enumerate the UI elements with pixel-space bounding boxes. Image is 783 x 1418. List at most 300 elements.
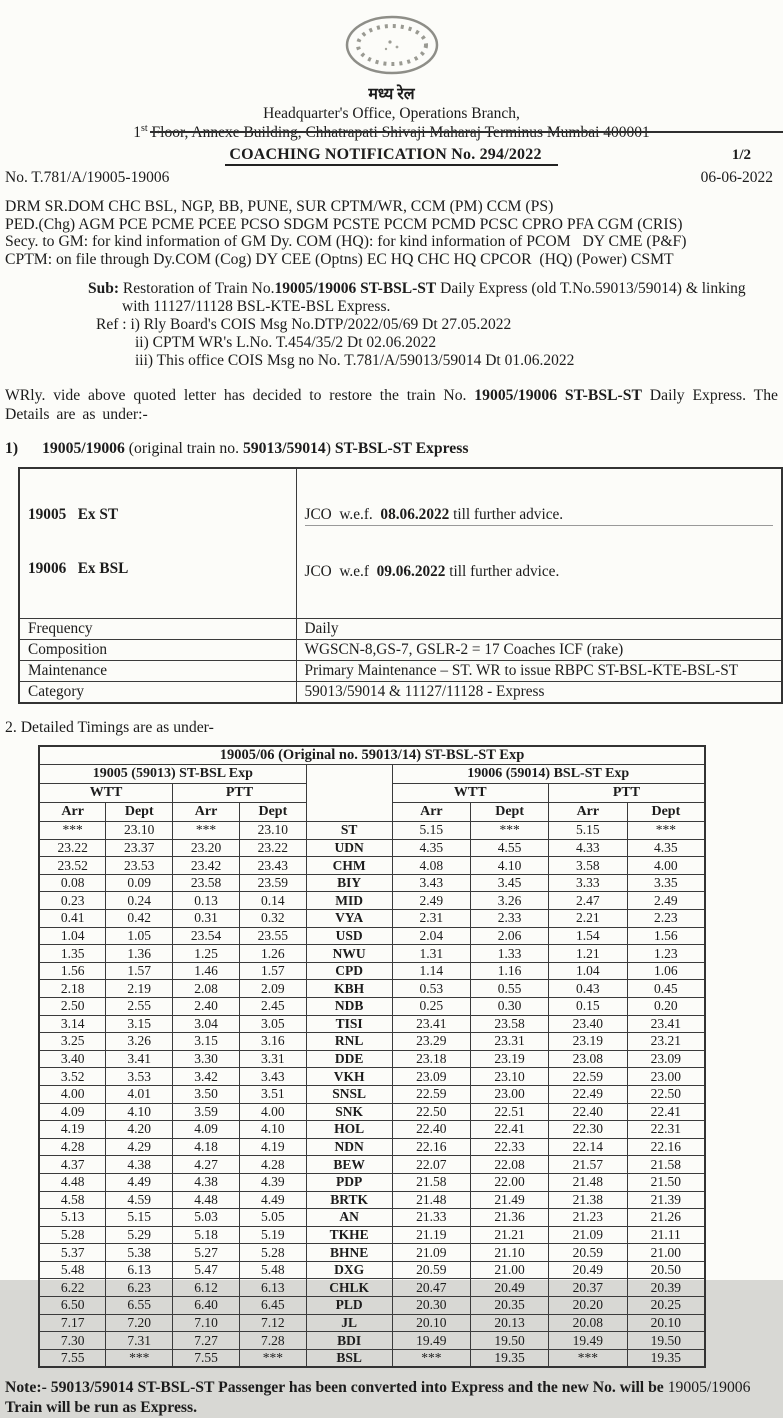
right-train-group: 19006 (59014) BSL-ST Exp	[392, 765, 705, 784]
time-cell: 1.25	[173, 945, 240, 963]
time-cell: 23.37	[106, 839, 173, 857]
time-cell: 0.55	[471, 980, 549, 998]
item-train-number: 19005/19006	[42, 439, 125, 457]
station-code-cell: DDE	[306, 1050, 392, 1068]
timetable-row	[39, 1297, 705, 1315]
paragraph-text: WRly. vide above quoted letter has decided to restore the train No.	[5, 386, 475, 404]
jco-date-2: 09.06.2022	[376, 562, 446, 580]
subject-label: Sub:	[88, 279, 120, 297]
time-cell: 23.42	[173, 857, 240, 875]
time-cell: 2.47	[548, 892, 627, 910]
ptt-header: PTT	[548, 784, 705, 803]
timetable-row	[39, 1244, 705, 1262]
paragraph-train-number: 19005/19006 ST-BSL-ST	[474, 386, 642, 404]
item-original-number: 59013/59014	[242, 439, 326, 457]
time-cell: 23.22	[39, 839, 106, 857]
station-code-cell: HOL	[306, 1121, 392, 1139]
time-cell: 7.55	[173, 1349, 240, 1367]
time-cell: 0.20	[627, 997, 705, 1015]
time-cell: 5.48	[239, 1261, 306, 1279]
station-code-cell: VKH	[306, 1068, 392, 1086]
timetable-row	[39, 1121, 705, 1139]
time-cell: 22.08	[471, 1156, 549, 1174]
station-code-cell: NDN	[306, 1138, 392, 1156]
time-cell: 7.10	[173, 1314, 240, 1332]
distribution-line: DRM SR.DOM CHC BSL, NGP, BB, PUNE, SUR CPTM/WR, CCM (PM) CCM (PS)	[5, 198, 554, 216]
time-cell: 4.10	[471, 857, 549, 875]
item-1-heading	[5, 440, 783, 458]
time-cell: 3.04	[173, 1015, 240, 1033]
time-cell: 19.50	[627, 1332, 705, 1350]
time-cell: 23.18	[392, 1050, 471, 1068]
timetable-row	[39, 839, 705, 857]
time-cell: 0.24	[106, 892, 173, 910]
time-cell: 1.57	[239, 962, 306, 980]
station-code-cell: CPD	[306, 962, 392, 980]
time-cell: 23.00	[471, 1085, 549, 1103]
floor-number: 1	[133, 124, 141, 142]
time-cell: 6.12	[173, 1279, 240, 1297]
train-info-table	[18, 467, 783, 704]
time-cell: 21.36	[471, 1209, 549, 1227]
jco-text: till further advice.	[449, 505, 564, 523]
time-cell: 21.48	[548, 1173, 627, 1191]
time-cell: 6.13	[239, 1279, 306, 1297]
time-cell: 5.29	[106, 1226, 173, 1244]
time-cell: 3.40	[39, 1050, 106, 1068]
time-cell: 7.12	[239, 1314, 306, 1332]
time-cell: 0.23	[39, 892, 106, 910]
time-cell: 23.58	[471, 1015, 549, 1033]
time-cell: 23.10	[239, 822, 306, 840]
timetable-row	[39, 1349, 705, 1367]
time-cell: 7.28	[239, 1332, 306, 1350]
time-cell: 20.50	[627, 1261, 705, 1279]
time-cell: 22.16	[392, 1138, 471, 1156]
time-cell: 1.57	[106, 962, 173, 980]
time-cell: 19.49	[548, 1332, 627, 1350]
time-cell: 2.08	[173, 980, 240, 998]
station-code-cell: BIY	[306, 874, 392, 892]
time-cell: 0.30	[471, 997, 549, 1015]
station-code-cell: BRTK	[306, 1191, 392, 1209]
time-cell: 21.00	[627, 1244, 705, 1262]
time-cell: 5.19	[239, 1226, 306, 1244]
time-cell: 23.20	[173, 839, 240, 857]
jco-date-1: 08.06.2022	[380, 505, 450, 523]
timetable-row	[39, 1314, 705, 1332]
time-cell: 3.41	[106, 1050, 173, 1068]
time-cell: ***	[173, 822, 240, 840]
document-date: 06-06-2022	[700, 169, 773, 187]
time-cell: 4.01	[106, 1085, 173, 1103]
time-cell: 1.04	[39, 927, 106, 945]
time-cell: 3.05	[239, 1015, 306, 1033]
time-cell: ***	[239, 1349, 306, 1367]
time-cell: 2.06	[471, 927, 549, 945]
time-cell: 2.50	[39, 997, 106, 1015]
time-cell: 21.58	[392, 1173, 471, 1191]
time-cell: 3.16	[239, 1033, 306, 1051]
info-row-jco	[19, 468, 782, 619]
railway-seal-icon	[342, 14, 442, 76]
time-cell: 2.23	[627, 910, 705, 928]
time-cell: 22.33	[471, 1138, 549, 1156]
timetable-row	[39, 1015, 705, 1033]
dept-header: Dept	[106, 803, 173, 822]
time-cell: 3.43	[239, 1068, 306, 1086]
time-cell: 23.41	[392, 1015, 471, 1033]
station-column-header	[306, 765, 392, 822]
time-cell: 5.15	[392, 822, 471, 840]
time-cell: 20.25	[627, 1297, 705, 1315]
jco-cell	[296, 468, 782, 619]
dept-header: Dept	[239, 803, 306, 822]
time-cell: 23.41	[627, 1015, 705, 1033]
time-cell: 1.04	[548, 962, 627, 980]
time-cell: 3.43	[392, 874, 471, 892]
timetable-body	[39, 822, 705, 1367]
time-cell: 20.10	[392, 1314, 471, 1332]
timetable-row	[39, 1279, 705, 1297]
time-cell: 2.31	[392, 910, 471, 928]
time-cell: 3.59	[173, 1103, 240, 1121]
time-cell: 3.26	[471, 892, 549, 910]
dept-header: Dept	[471, 803, 549, 822]
time-cell: 21.11	[627, 1226, 705, 1244]
time-cell: 5.05	[239, 1209, 306, 1227]
time-cell: 4.48	[173, 1191, 240, 1209]
header-horizontal-rule	[150, 131, 783, 133]
time-cell: 22.31	[627, 1121, 705, 1139]
time-cell: 3.33	[548, 874, 627, 892]
time-cell: 20.35	[471, 1297, 549, 1315]
time-cell: 23.43	[239, 857, 306, 875]
time-cell: 0.42	[106, 910, 173, 928]
time-cell: 0.09	[106, 874, 173, 892]
distribution-line: PED.(Chg) AGM PCE PCME PCEE PCSO SDGM PCSTE PCCM PCMD PCSC CPRO PFA CGM (CRIS)	[5, 215, 683, 233]
time-cell: 5.13	[39, 1209, 106, 1227]
time-cell: 20.59	[392, 1261, 471, 1279]
timetable-row	[39, 1156, 705, 1174]
time-cell: 0.31	[173, 910, 240, 928]
time-cell: 1.56	[627, 927, 705, 945]
time-cell: ***	[39, 822, 106, 840]
time-cell: 2.19	[106, 980, 173, 998]
time-cell: 23.10	[471, 1068, 549, 1086]
station-code-cell: TKHE	[306, 1226, 392, 1244]
time-cell: 0.41	[39, 910, 106, 928]
time-cell: 20.59	[548, 1244, 627, 1262]
timetable-row	[39, 945, 705, 963]
time-cell: 23.09	[627, 1050, 705, 1068]
timetable-row	[39, 1191, 705, 1209]
time-cell: 6.23	[106, 1279, 173, 1297]
time-cell: 3.15	[173, 1033, 240, 1051]
time-cell: 5.28	[39, 1226, 106, 1244]
office-line: Headquarter's Office, Operations Branch,	[263, 105, 520, 122]
timetable-row	[39, 1085, 705, 1103]
time-cell: 4.27	[173, 1156, 240, 1174]
time-cell: 4.00	[239, 1103, 306, 1121]
jco-line-2	[305, 562, 774, 581]
time-cell: 21.00	[471, 1261, 549, 1279]
time-cell: 20.08	[548, 1314, 627, 1332]
time-cell: 5.47	[173, 1261, 240, 1279]
time-cell: 22.51	[471, 1103, 549, 1121]
station-code-cell: RNL	[306, 1033, 392, 1051]
time-cell: 20.10	[627, 1314, 705, 1332]
timetable-row	[39, 892, 705, 910]
time-cell: 22.50	[627, 1085, 705, 1103]
time-cell: 1.54	[548, 927, 627, 945]
time-cell: 4.58	[39, 1191, 106, 1209]
info-value: Daily	[296, 618, 782, 639]
time-cell: 6.40	[173, 1297, 240, 1315]
time-cell: ***	[627, 822, 705, 840]
reference-label: Ref :	[96, 315, 131, 333]
timetable-header	[39, 746, 705, 822]
time-cell: 21.33	[392, 1209, 471, 1227]
station-code-cell: SNK	[306, 1103, 392, 1121]
info-label: Maintenance	[19, 660, 296, 681]
reference-line-2: ii) CPTM WR's L.No. T.454/35/2 Dt 02.06.2022	[135, 334, 437, 352]
time-cell: 23.54	[173, 927, 240, 945]
time-cell: 4.19	[239, 1138, 306, 1156]
time-cell: 6.22	[39, 1279, 106, 1297]
time-cell: 23.19	[471, 1050, 549, 1068]
time-cell: 2.45	[239, 997, 306, 1015]
time-cell: 19.35	[627, 1349, 705, 1367]
station-code-cell: KBH	[306, 980, 392, 998]
reference-line-3: iii) This office COIS Msg no No. T.781/A/59013/59014 Dt 01.06.2022	[135, 352, 575, 370]
time-cell: 4.18	[173, 1138, 240, 1156]
jco-text: JCO w.e.f.	[304, 505, 381, 523]
time-cell: 3.25	[39, 1033, 106, 1051]
time-cell: 21.09	[548, 1226, 627, 1244]
time-cell: 21.23	[548, 1209, 627, 1227]
time-cell: 4.08	[392, 857, 471, 875]
time-cell: 23.31	[471, 1033, 549, 1051]
time-cell: 1.14	[392, 962, 471, 980]
time-cell: ***	[548, 1349, 627, 1367]
time-cell: 21.57	[548, 1156, 627, 1174]
time-cell: 20.47	[392, 1279, 471, 1297]
info-value: WGSCN-8,GS-7, GSLR-2 = 17 Coaches ICF (rake)	[296, 639, 782, 660]
organization-name-hindi: मध्य रेल	[368, 86, 415, 103]
time-cell: 23.22	[239, 839, 306, 857]
time-cell: 21.49	[471, 1191, 549, 1209]
station-code-cell: BEW	[306, 1156, 392, 1174]
time-cell: 2.21	[548, 910, 627, 928]
time-cell: 4.00	[39, 1085, 106, 1103]
time-cell: 20.37	[548, 1279, 627, 1297]
time-cell: 3.58	[548, 857, 627, 875]
info-label: Category	[19, 681, 296, 703]
info-label: Frequency	[19, 618, 296, 639]
time-cell: 20.13	[471, 1314, 549, 1332]
time-cell: 1.36	[106, 945, 173, 963]
time-cell: 23.10	[106, 822, 173, 840]
letter-number-row	[0, 169, 783, 187]
time-cell: 19.49	[392, 1332, 471, 1350]
time-cell: 21.39	[627, 1191, 705, 1209]
time-cell: 4.39	[239, 1173, 306, 1191]
time-cell: 21.09	[392, 1244, 471, 1262]
time-cell: 0.15	[548, 997, 627, 1015]
time-cell: 5.18	[173, 1226, 240, 1244]
time-cell: 23.59	[239, 874, 306, 892]
time-cell: 22.16	[627, 1138, 705, 1156]
station-code-cell: BHNE	[306, 1244, 392, 1262]
station-code-cell: PLD	[306, 1297, 392, 1315]
subject-text: Restoration of Train No.	[119, 279, 275, 297]
time-cell: 4.09	[39, 1103, 106, 1121]
note-bold-text: Note:- 59013/59014 ST-BSL-ST Passenger has been converted into Express and the new No. will be	[5, 1378, 668, 1396]
time-cell: 22.49	[548, 1085, 627, 1103]
station-code-cell: JL	[306, 1314, 392, 1332]
time-cell: 7.17	[39, 1314, 106, 1332]
time-cell: 23.52	[39, 857, 106, 875]
paragraph-text: Daily Express. The Details are as under:-	[5, 386, 779, 424]
title-row	[0, 146, 783, 168]
time-cell: 4.33	[548, 839, 627, 857]
time-cell: 22.41	[471, 1121, 549, 1139]
timetable-row	[39, 1332, 705, 1350]
station-code-cell: NDB	[306, 997, 392, 1015]
station-code-cell: CHLK	[306, 1279, 392, 1297]
time-cell: 20.49	[471, 1279, 549, 1297]
wtt-header: WTT	[39, 784, 173, 803]
jco-line-1	[305, 506, 774, 526]
time-cell: 0.08	[39, 874, 106, 892]
time-cell: 19.35	[471, 1349, 549, 1367]
train-2-label: 19006 Ex BSL	[28, 559, 129, 577]
station-code-cell: BDI	[306, 1332, 392, 1350]
item-number: 1)	[5, 439, 19, 457]
note-line-1	[5, 1378, 783, 1398]
time-cell: 0.14	[239, 892, 306, 910]
time-cell: 6.50	[39, 1297, 106, 1315]
time-cell: 23.40	[548, 1015, 627, 1033]
timetable-row	[39, 1103, 705, 1121]
subject-train-number: 19005/19006 ST-BSL-ST	[274, 279, 437, 297]
time-cell: 3.53	[106, 1068, 173, 1086]
time-cell: 23.19	[548, 1033, 627, 1051]
time-cell: 7.27	[173, 1332, 240, 1350]
timetable-row	[39, 997, 705, 1015]
time-cell: 20.49	[548, 1261, 627, 1279]
time-cell: 4.59	[106, 1191, 173, 1209]
timetable-row	[39, 980, 705, 998]
time-cell: 20.20	[548, 1297, 627, 1315]
timetable-row	[39, 1226, 705, 1244]
time-cell: 3.45	[471, 874, 549, 892]
seal-container	[0, 0, 783, 81]
time-cell: 4.28	[39, 1138, 106, 1156]
station-code-cell: AN	[306, 1209, 392, 1227]
time-cell: 3.50	[173, 1085, 240, 1103]
time-cell: 1.26	[239, 945, 306, 963]
time-cell: 4.49	[239, 1191, 306, 1209]
train-1-label: 19005 Ex ST	[28, 505, 119, 523]
time-cell: 0.43	[548, 980, 627, 998]
time-cell: 4.10	[239, 1121, 306, 1139]
time-cell: 5.48	[39, 1261, 106, 1279]
station-code-cell: USD	[306, 927, 392, 945]
time-cell: 23.55	[239, 927, 306, 945]
item-route: ST-BSL-ST Express	[334, 439, 469, 457]
time-cell: 4.37	[39, 1156, 106, 1174]
time-cell: 4.55	[471, 839, 549, 857]
time-cell: 20.39	[627, 1279, 705, 1297]
timetable-row	[39, 1033, 705, 1051]
jco-text: till further advice.	[445, 562, 560, 580]
time-cell: 19.50	[471, 1332, 549, 1350]
time-cell: 2.40	[173, 997, 240, 1015]
time-cell: 4.49	[106, 1173, 173, 1191]
time-cell: 2.04	[392, 927, 471, 945]
timetable-row	[39, 1068, 705, 1086]
wtt-header: WTT	[392, 784, 548, 803]
time-cell: 22.40	[392, 1121, 471, 1139]
time-cell: 1.05	[106, 927, 173, 945]
time-cell: 7.30	[39, 1332, 106, 1350]
time-cell: 21.58	[627, 1156, 705, 1174]
time-cell: 4.35	[627, 839, 705, 857]
time-cell: 22.07	[392, 1156, 471, 1174]
time-cell: 21.21	[471, 1226, 549, 1244]
time-cell: 1.46	[173, 962, 240, 980]
subject-line-2: with 11127/11128 BSL-KTE-BSL Express.	[122, 297, 391, 315]
time-cell: 3.51	[239, 1085, 306, 1103]
note-new-number: 19005/19006	[667, 1378, 751, 1396]
time-cell: 23.00	[627, 1068, 705, 1086]
time-cell: 22.40	[548, 1103, 627, 1121]
time-cell: 22.30	[548, 1121, 627, 1139]
item-text: (original train no.	[124, 439, 243, 457]
time-cell: 22.59	[548, 1068, 627, 1086]
time-cell: 6.45	[239, 1297, 306, 1315]
time-cell: 21.38	[548, 1191, 627, 1209]
time-cell: 6.13	[106, 1261, 173, 1279]
letter-number: No. T.781/A/19005-19006	[5, 169, 170, 187]
time-cell: 23.29	[392, 1033, 471, 1051]
distribution-list	[5, 198, 783, 268]
timetable-row	[39, 1138, 705, 1156]
dept-header: Dept	[627, 803, 705, 822]
ptt-header: PTT	[173, 784, 307, 803]
time-cell: 22.14	[548, 1138, 627, 1156]
timetable-row	[39, 910, 705, 928]
timetable-group-row	[39, 765, 705, 784]
document-title: COACHING NOTIFICATION No. 294/2022	[225, 146, 557, 166]
left-train-group: 19005 (59013) ST-BSL Exp	[39, 765, 306, 784]
address-text: Floor, Annexe Building, Chhatrapati Shivaji Maharaj Terminus Mumbai 400001	[147, 124, 650, 142]
info-row-composition	[19, 639, 782, 660]
time-cell: 2.09	[239, 980, 306, 998]
time-cell: 5.27	[173, 1244, 240, 1262]
timetable-row	[39, 1209, 705, 1227]
time-cell: ***	[106, 1349, 173, 1367]
time-cell: 5.15	[548, 822, 627, 840]
time-cell: 1.31	[392, 945, 471, 963]
time-cell: 5.03	[173, 1209, 240, 1227]
time-cell: ***	[392, 1349, 471, 1367]
time-cell: 4.38	[106, 1156, 173, 1174]
detailed-timings-table	[38, 745, 706, 1368]
time-cell: 5.28	[239, 1244, 306, 1262]
